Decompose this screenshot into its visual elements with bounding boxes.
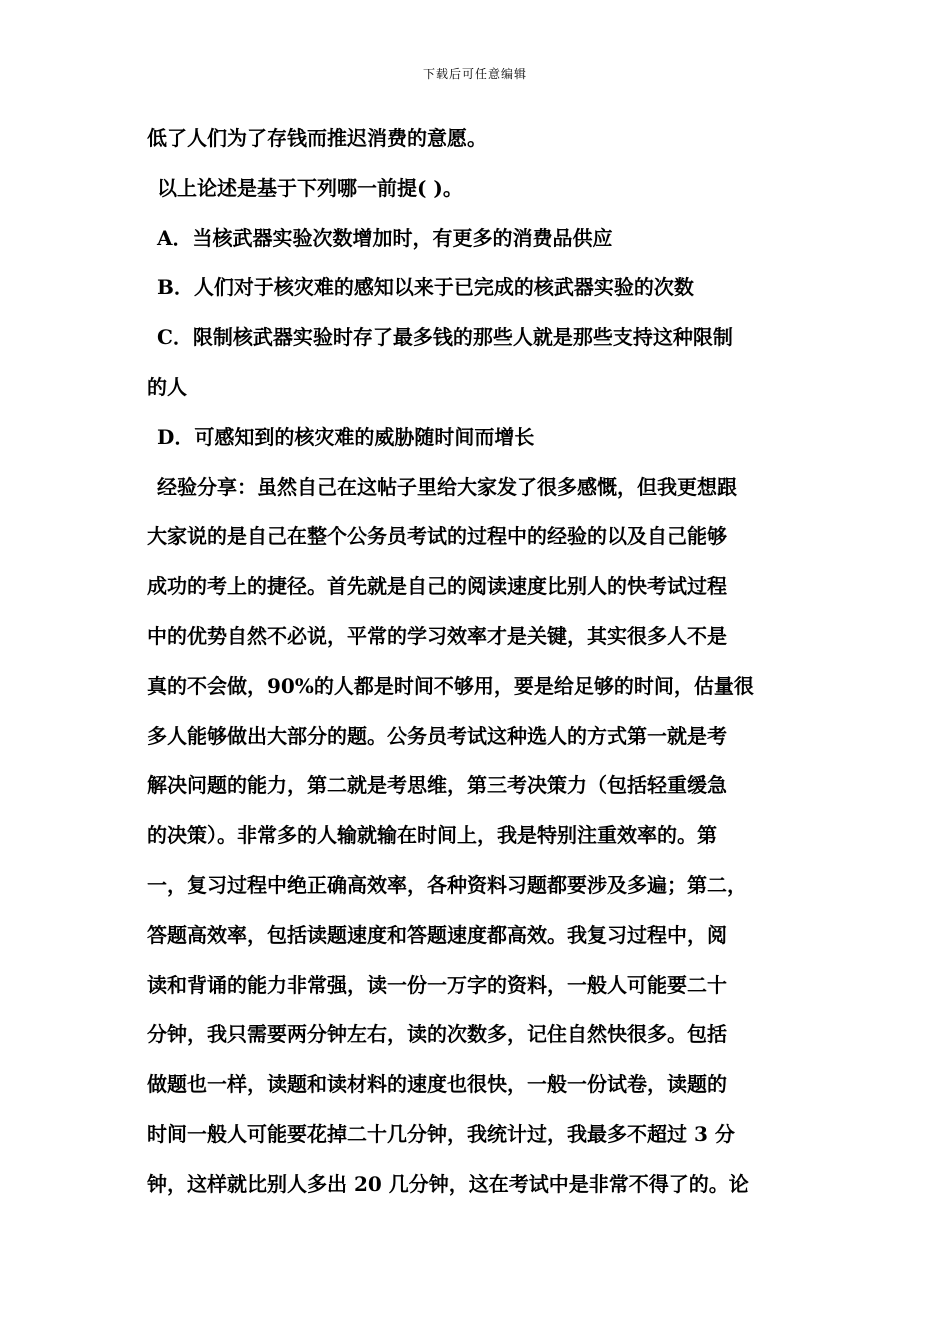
text-line: 钟，这样就比别人多出 20 几分钟，这在考试中是非常不得了的。论 [147, 1171, 749, 1196]
text-line: 中的优势自然不必说，平常的学习效率才是关键，其实很多人不是 [147, 623, 727, 648]
text-line: 答题高效率，包括读题速度和答题速度都高效。我复习过程中，阅 [147, 922, 727, 947]
option-c: C．限制核武器实验时存了最多钱的那些人就是那些支持这种限制 [157, 325, 733, 350]
text-line: 的决策）。非常多的人输就输在时间上，我是特别注重效率的。第 [147, 823, 717, 848]
text-line: 解决问题的能力，第二就是考思维，第三考决策力（包括轻重缓急 [147, 773, 727, 798]
text-line: 读和背诵的能力非常强，读一份一万字的资料，一般人可能要二十 [147, 972, 727, 997]
page-header: 下载后可任意编辑 [422, 67, 527, 81]
option-d: D．可感知到的核灾难的威胁随时间而增长 [157, 424, 535, 449]
text-line: 分钟，我只需要两分钟左右，读的次数多，记住自然快很多。包括 [147, 1022, 727, 1047]
text-line: 做题也一样，读题和读材料的速度也很快，一般一份试卷，读题的 [147, 1072, 727, 1097]
option-b: B．人们对于核灾难的感知以来于已完成的核武器实验的次数 [157, 275, 694, 300]
text-line: 多人能够做出大部分的题。公务员考试这种选人的方式第一就是考 [147, 723, 727, 748]
text-line: 时间一般人可能要花掉二十几分钟，我统计过，我最多不超过 3 分 [147, 1121, 735, 1146]
question-prompt: 以上论述是基于下列哪一前提( )。 [157, 175, 463, 200]
option-c-continued: 的人 [147, 374, 187, 399]
option-a: A．当核武器实验次数增加时，有更多的消费品供应 [157, 225, 613, 250]
text-line: 一，复习过程中绝正确高效率，各种资料习题都要涉及多遍；第二， [147, 872, 747, 897]
experience-paragraph-start: 经验分享：虽然自己在这帖子里给大家发了很多感慨，但我更想跟 [157, 474, 737, 499]
document-body [147, 114, 807, 1210]
text-line: 成功的考上的捷径。首先就是自己的阅读速度比别人的快考试过程 [147, 574, 727, 599]
text-line: 低了人们为了存钱而推迟消费的意愿。 [147, 126, 487, 150]
text-line: 大家说的是自己在整个公务员考试的过程中的经验的以及自己能够 [147, 524, 727, 549]
text-line: 真的不会做，90%的人都是时间不够用，要是给足够的时间，估量很 [147, 673, 754, 698]
